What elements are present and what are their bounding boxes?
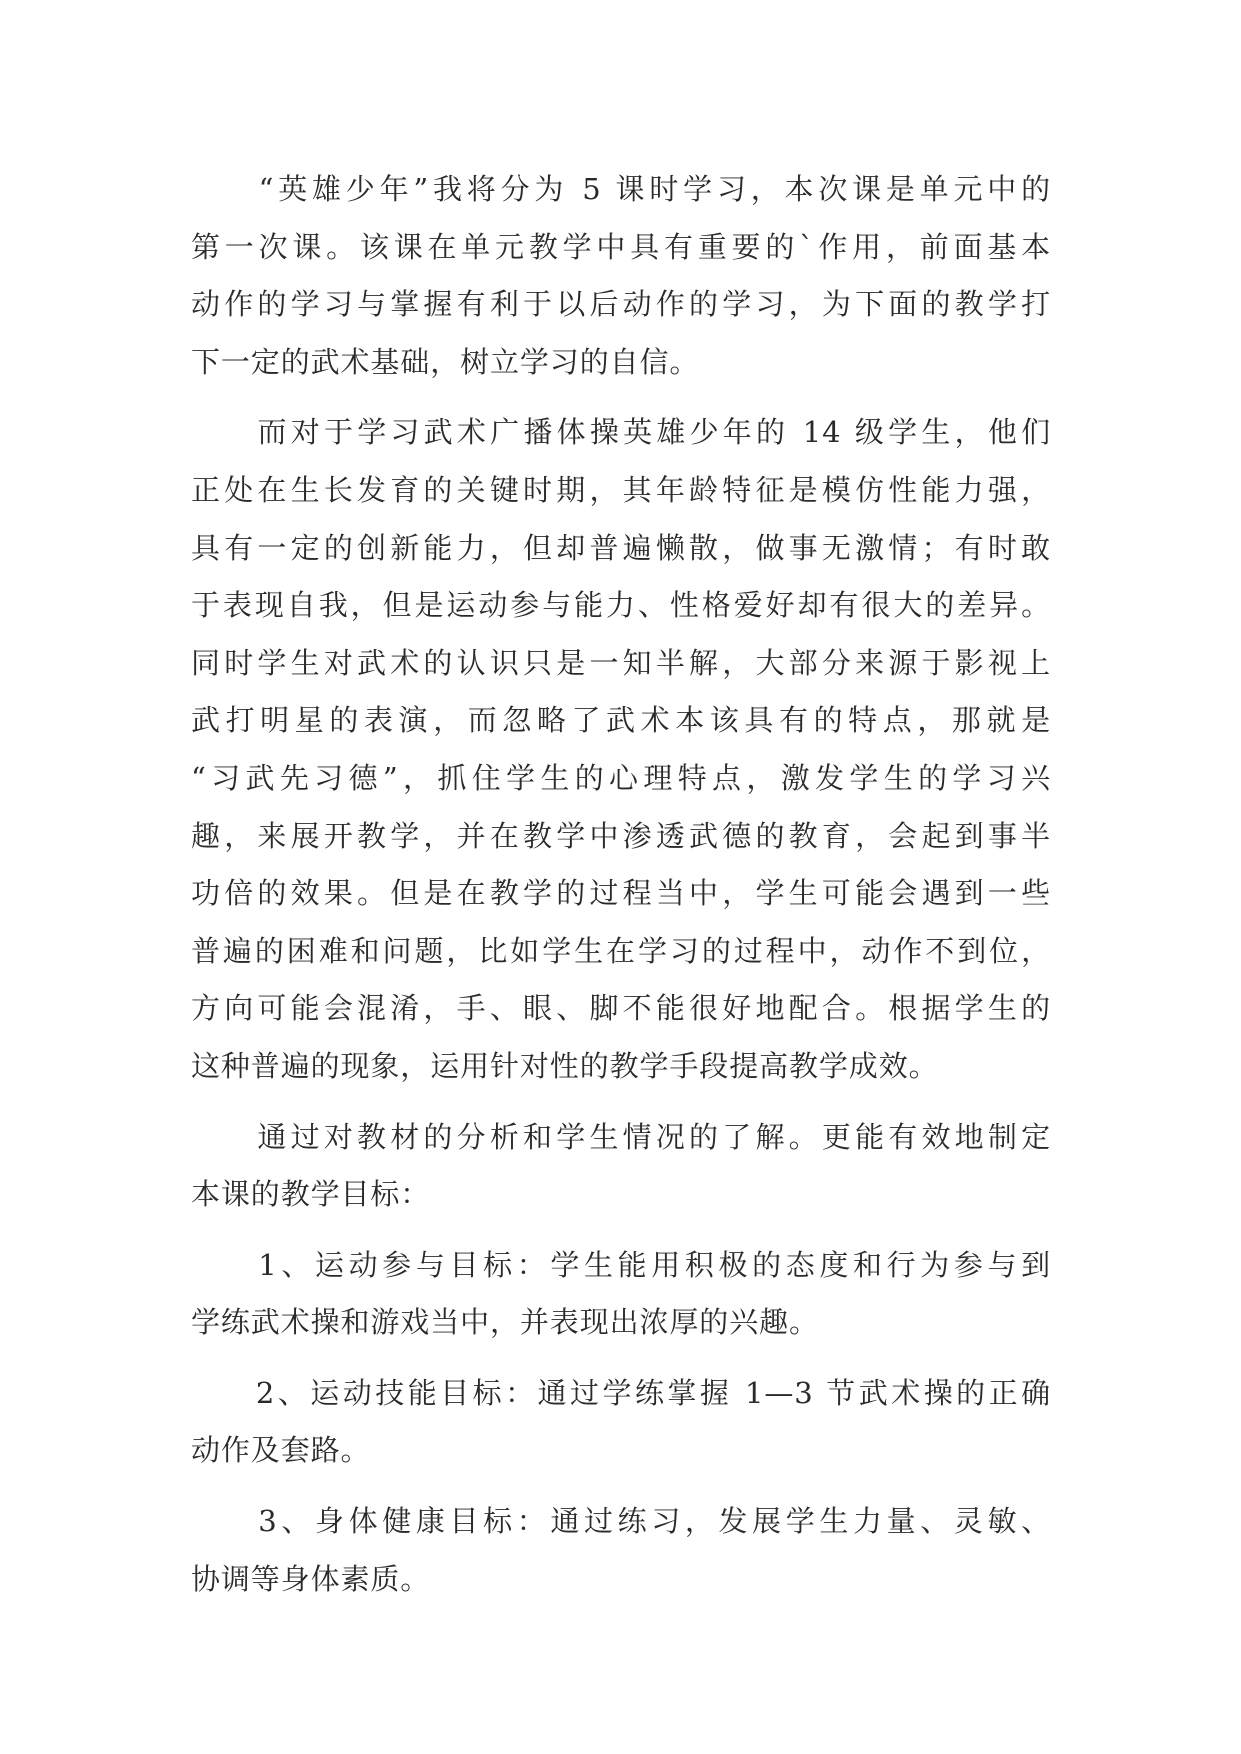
text-line: 普遍的困难和问题，比如学生在学习的过程中，动作不到位， (191, 933, 1051, 968)
text-line: 本课的教学目标： (191, 1177, 431, 1212)
text-line: 这种普遍的现象，运用针对性的教学手段提高教学成效。 (191, 1048, 939, 1083)
paragraph-gap (191, 1480, 1051, 1493)
paragraph-gap (191, 391, 1051, 404)
text-line: 同时学生对武术的认识只是一知半解，大部分来源于影视上 (191, 645, 1051, 680)
paragraph-gap (191, 1352, 1051, 1365)
text-line: 通过对教材的分析和学生情况的了解。更能有效地制定 (191, 1119, 1051, 1154)
text-line: 第一次课。该课在单元教学中具有重要的`作用，前面基本 (191, 229, 1051, 264)
paragraph (191, 404, 1051, 1095)
text-line: 协调等身体素质。 (191, 1561, 431, 1596)
text-line: 动作的学习与掌握有利于以后动作的学习，为下面的教学打 (191, 287, 1051, 322)
paragraph (191, 1365, 1051, 1480)
paragraph (191, 1493, 1051, 1608)
text-line: 于表现自我，但是运动参与能力、性格爱好却有很大的差异。 (191, 588, 1051, 623)
text-line: 动作及套路。 (191, 1433, 371, 1468)
paragraph (191, 1237, 1051, 1352)
text-line: 3、身体健康目标：通过练习，发展学生力量、灵敏、 (191, 1504, 1051, 1539)
document-body (191, 161, 1051, 1608)
text-line: 学练武术操和游戏当中，并表现出浓厚的兴趣。 (191, 1305, 819, 1340)
text-line: 下一定的武术基础，树立学习的自信。 (191, 344, 700, 379)
paragraph-gap (191, 1096, 1051, 1109)
text-line: 2、运动技能目标：通过学练掌握 1—3 节武术操的正确 (191, 1375, 1051, 1410)
text-line: 而对于学习武术广播体操英雄少年的 14 级学生，他们 (191, 415, 1051, 450)
text-line: 具有一定的创新能力，但却普遍懒散，做事无激情；有时敢 (191, 530, 1051, 565)
text-line: “习武先习德”，抓住学生的心理特点，激发学生的学习兴 (191, 760, 1051, 795)
text-line: 功倍的效果。但是在教学的过程当中，学生可能会遇到一些 (191, 876, 1051, 911)
text-line: 1、运动参与目标：学生能用积极的态度和行为参与到 (191, 1247, 1051, 1282)
paragraph-gap (191, 1224, 1051, 1237)
text-line: 趣，来展开教学，并在教学中渗透武德的教育，会起到事半 (191, 818, 1051, 853)
paragraph (191, 1109, 1051, 1224)
text-line: 方向可能会混淆，手、眼、脚不能很好地配合。根据学生的 (191, 991, 1051, 1026)
text-line: 正处在生长发育的关键时期，其年龄特征是模仿性能力强， (191, 472, 1051, 507)
paragraph (191, 161, 1051, 391)
text-line: “英雄少年”我将分为 5 课时学习，本次课是单元中的 (191, 172, 1051, 206)
text-line: 武打明星的表演，而忽略了武术本该具有的特点，那就是 (191, 703, 1051, 738)
